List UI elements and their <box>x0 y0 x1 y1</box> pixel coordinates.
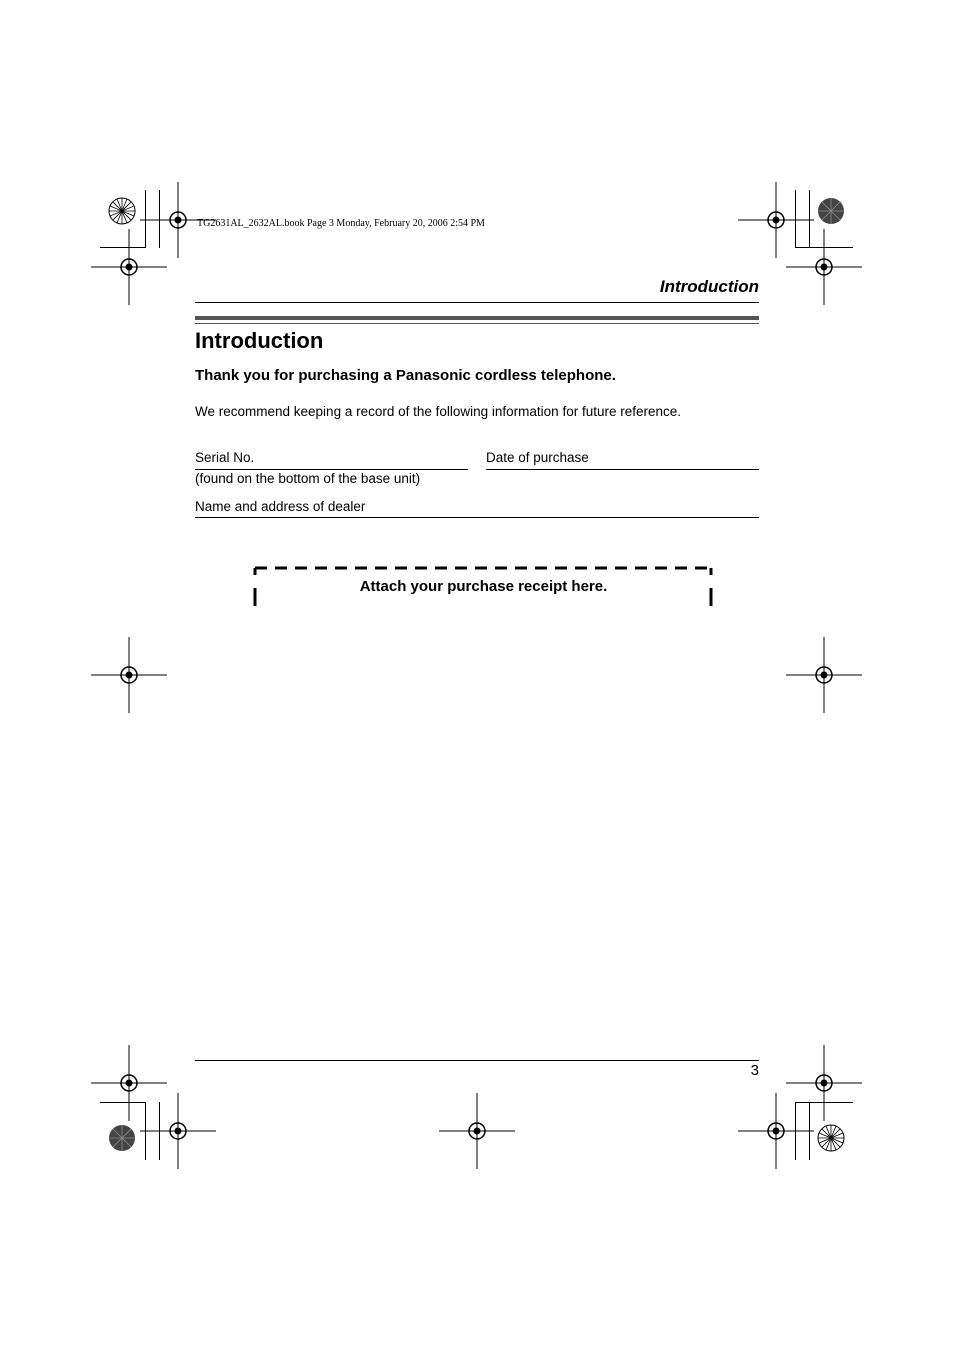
serial-label: Serial No. <box>195 450 255 465</box>
starburst-target-icon <box>816 1123 846 1153</box>
date-label: Date of purchase <box>486 450 589 465</box>
running-head: Introduction <box>659 277 759 296</box>
title-rule-thin <box>195 323 759 324</box>
date-field-line <box>486 469 759 470</box>
page-number: 3 <box>750 1062 759 1079</box>
starburst-target-icon <box>107 1123 137 1153</box>
recommend-text: We recommend keeping a record of the following information for future reference. <box>195 404 681 419</box>
dealer-field-line <box>195 517 759 518</box>
serial-field-line <box>195 469 468 470</box>
serial-note: (found on the bottom of the base unit) <box>195 471 421 486</box>
dealer-label: Name and address of dealer <box>195 499 366 514</box>
starburst-target-icon <box>107 196 137 226</box>
header-rule <box>195 302 759 303</box>
thanks-text: Thank you for purchasing a Panasonic cordless telephone. <box>195 367 616 384</box>
receipt-text: Attach your purchase receipt here. <box>359 578 608 595</box>
page-title: Introduction <box>195 328 324 353</box>
book-info: TG2631AL_2632AL.book Page 3 Monday, February 20, 2006 2:54 PM <box>197 218 485 229</box>
title-rule <box>195 316 759 320</box>
starburst-target-icon <box>816 196 846 226</box>
footer-rule <box>195 1060 759 1061</box>
